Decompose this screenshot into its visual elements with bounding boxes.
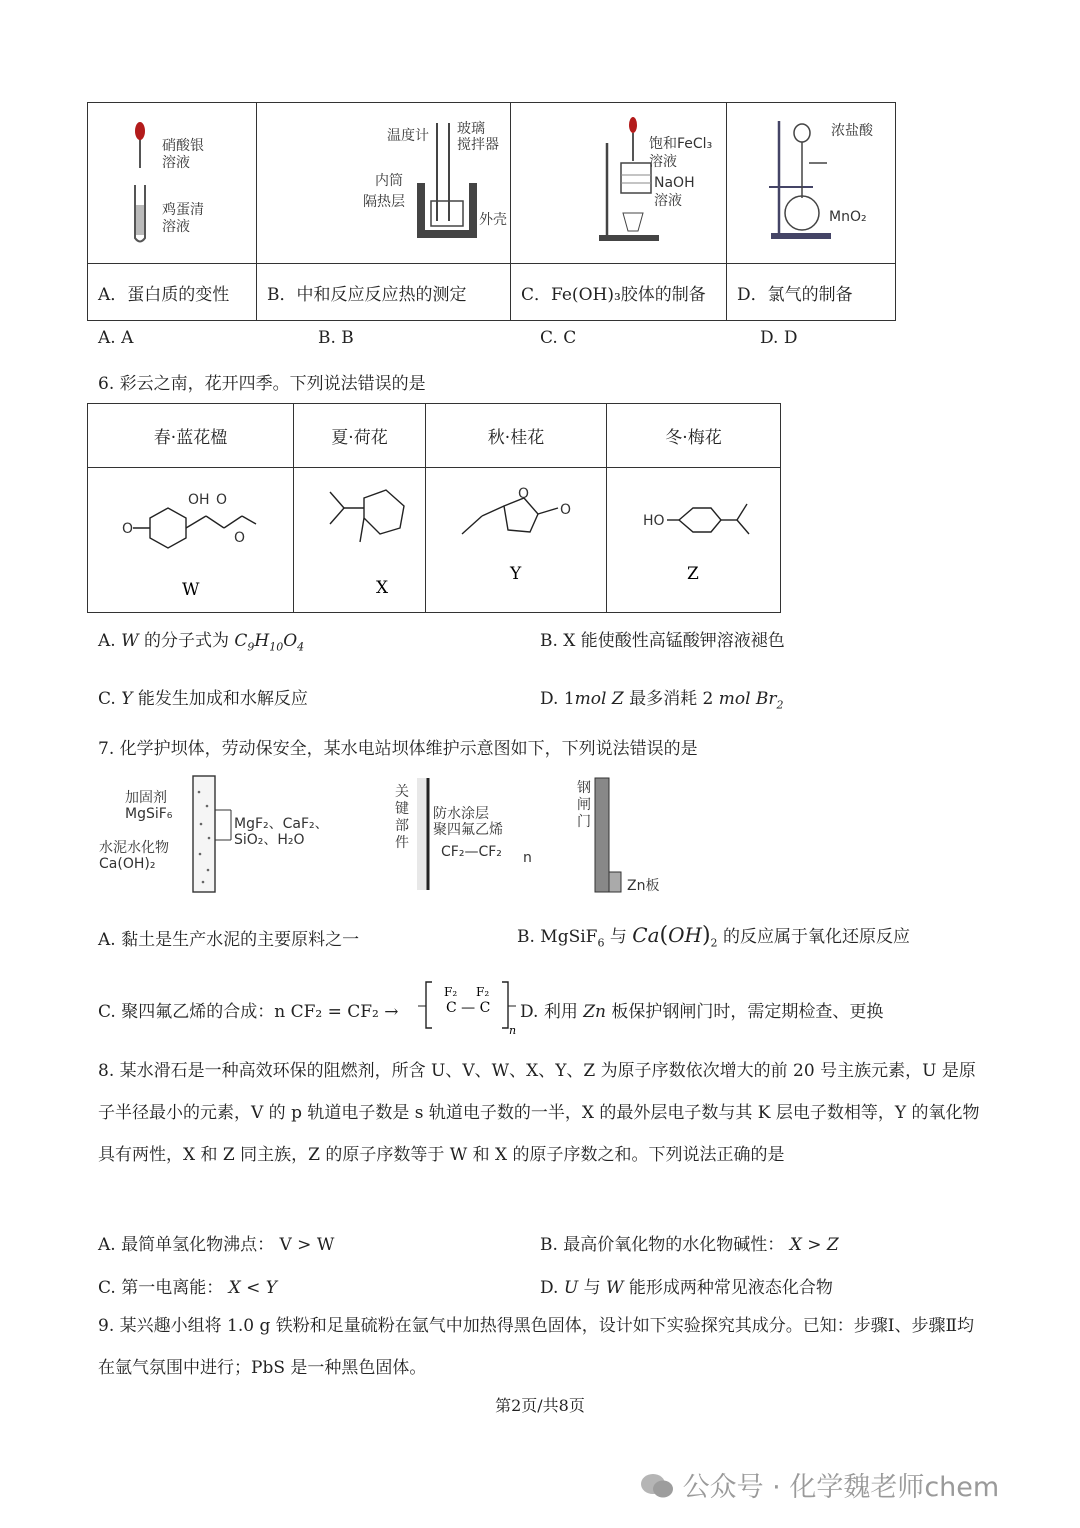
q8b-pre: B. 最高价氧化物的水化物碱性： — [540, 1235, 790, 1255]
q7-dam-figure — [95, 772, 685, 902]
dam-label-products-2: SiO₂、H₂O — [234, 832, 305, 848]
q6d-br-sub: 2 — [776, 698, 784, 712]
dam-label-cf2: CF₂—CF₂ — [441, 844, 502, 860]
dam-label-gate-1: 钢 — [577, 780, 591, 796]
q6d-two: 2 — [702, 689, 714, 709]
q7-option-c[interactable] — [98, 997, 399, 1022]
q6d-pre: D. — [540, 689, 559, 709]
label-inner-tube: 内筒 — [375, 173, 403, 189]
q6a-o-sub: 4 — [297, 640, 305, 654]
q7-option-a[interactable]: A. 黏土是生产水泥的主要原料之一 — [98, 930, 360, 950]
y-label-o2: O — [560, 502, 572, 518]
q5-fig-a — [88, 103, 257, 264]
q6-structure-w — [88, 468, 294, 613]
compound-x-label: X — [376, 578, 389, 598]
dam-label-gate-3: 门 — [577, 814, 591, 830]
q5-caption-c: C．Fe(OH)₃胶体的制备 — [511, 264, 727, 321]
q5-option-c[interactable]: C. C — [540, 328, 577, 348]
q6c-text: 能发生加成和水解反应 — [132, 689, 308, 709]
q8-option-d[interactable] — [540, 1273, 833, 1298]
q6-header-autumn: 秋·桂花 — [426, 404, 607, 468]
w-label-oh: OH — [188, 492, 210, 508]
q6-structure-z — [607, 468, 781, 613]
dam-label-key-3: 部 — [395, 818, 409, 834]
z-label-ho: HO — [643, 513, 665, 529]
q7c-n: n — [509, 1024, 517, 1036]
q5-option-b[interactable]: B. B — [318, 328, 354, 348]
w-label-o3: O — [234, 530, 246, 546]
dam-label-key-4: 件 — [395, 835, 409, 851]
q8c-expr: X < Y — [228, 1278, 278, 1298]
label-silver-nitrate: 硝酸银 — [162, 138, 204, 154]
q7c-pre: C. 聚四氟乙烯的合成： — [98, 1002, 275, 1022]
label-mno2: MnO₂ — [829, 209, 867, 225]
q6a-w: W — [121, 631, 139, 651]
label-thermometer: 温度计 — [387, 128, 429, 144]
q5-fig-c — [511, 103, 727, 264]
q6-option-d[interactable] — [540, 684, 784, 711]
label-fecl3: 饱和FeCl₃ — [649, 136, 713, 152]
q7d-post: 板保护钢闸门时，需定期检查、更换 — [606, 1002, 884, 1022]
q7c-f2: F₂ — [476, 985, 490, 999]
label-solution-3: 溶液 — [649, 154, 677, 170]
wechat-icon — [640, 1473, 674, 1499]
q7b-mid: 与 — [604, 927, 633, 947]
q6-header-summer: 夏·荷花 — [294, 404, 426, 468]
compound-w-label: W — [182, 580, 200, 600]
q7d-pre: D. 利用 — [520, 1002, 584, 1022]
label-insulation: 隔热层 — [363, 194, 405, 210]
q6a-c-sub: 9 — [247, 640, 255, 654]
q6a-h-sub: 10 — [269, 640, 284, 654]
dam-label-coating: 防水涂层 — [433, 806, 489, 822]
q5-fig-d — [727, 103, 896, 264]
q6-option-c[interactable] — [98, 684, 308, 709]
q6-header-spring: 春·蓝花楹 — [88, 404, 294, 468]
dam-label-ptfe: 聚四氟乙烯 — [433, 822, 503, 838]
q5-caption-d: D．氯气的制备 — [727, 264, 896, 321]
q5-option-d[interactable]: D. D — [760, 328, 798, 348]
q6a-h: H — [254, 631, 270, 651]
dam-label-key-2: 键 — [395, 801, 409, 817]
q8-stem: 8. 某水滑石是一种高效环保的阻燃剂，所含 U、V、W、X、Y、Z 为原子序数依次增大的前 20 号主族元素，U 是原子半径最小的元素，V 的 p 轨道电子数是 s 轨道电子数的一半，X 的最外层电子数与其 K 层电子数相等，Y 的氧化物具有两性，X 和 Z 同主族，Z 的原子序数等于 W 和 X 的原子序数之和。下列说法正确的是 — [98, 1061, 980, 1165]
label-solution-1: 溶液 — [162, 155, 190, 171]
q7c-eq: n CF₂ = CF₂ → — [274, 1002, 399, 1022]
q6-stem: 6. 彩云之南，花开四季。下列说法错误的是 — [98, 374, 426, 394]
q5-fig-b — [257, 103, 511, 264]
q6d-molz: mol Z — [574, 689, 624, 709]
label-egg-white: 鸡蛋清 — [162, 202, 204, 218]
q7-option-b[interactable]: B. MgSiF$_6$ 与 $Ca(OH)_2$ 的反应属于氧化还原反应 — [517, 923, 910, 950]
q8d-w: W — [605, 1278, 624, 1298]
q8-option-c[interactable] — [98, 1273, 277, 1298]
watermark — [640, 1465, 999, 1504]
q6d-one: 1 — [563, 689, 575, 709]
dam-label-key-1: 关 — [395, 784, 409, 800]
q6a-pre: A. — [98, 631, 116, 651]
q5-table — [87, 102, 896, 321]
dam-label-caoh2: Ca(OH)₂ — [99, 856, 156, 872]
dam-label-products-1: MgF₂、CaF₂、 — [234, 816, 329, 832]
q6a-c: C — [234, 631, 248, 651]
q8d-pre: D. — [540, 1278, 564, 1298]
q5-option-a[interactable]: A. A — [98, 328, 134, 348]
dam-label-n: n — [523, 850, 532, 866]
label-glass: 玻璃 — [457, 121, 485, 137]
q7b-pre: B. MgSiF — [517, 927, 598, 947]
q5-caption-a: A．蛋白质的变性 — [88, 264, 257, 321]
q6-table — [87, 403, 781, 613]
q6-header-winter: 冬·梅花 — [607, 404, 781, 468]
q8b-expr: X > Z — [789, 1235, 839, 1255]
dam-label-agent: 加固剂 — [125, 790, 167, 806]
w-label-o2: O — [216, 492, 228, 508]
q6-structure-x — [294, 468, 426, 613]
q8d-mid: 与 — [578, 1278, 606, 1298]
q7-stem: 7. 化学护坝体，劳动保安全，某水电站坝体维护示意图如下，下列说法错误的是 — [98, 739, 698, 759]
q7b-ca: Ca — [632, 923, 660, 947]
q8d-post: 能形成两种常见液态化合物 — [623, 1278, 833, 1298]
q6-option-b[interactable]: B. X 能使酸性高锰酸钾溶液褪色 — [540, 631, 785, 651]
q6c-pre: C. — [98, 689, 116, 709]
q7c-f1: F₂ — [444, 985, 458, 999]
q7d-zn: Zn — [583, 1002, 607, 1022]
q7b-two: 2 — [710, 936, 718, 950]
q8-option-b[interactable] — [540, 1230, 839, 1255]
q7b-sub: 6 — [597, 936, 605, 950]
q6a-text: 的分子式为 — [138, 631, 235, 651]
q8c-pre: C. 第一电离能： — [98, 1278, 229, 1298]
q5-caption-b: B．中和反应反应热的测定 — [257, 264, 511, 321]
dam-label-mgsif6: MgSiF₆ — [125, 806, 173, 822]
y-label-o1: O — [518, 486, 530, 502]
w-label-o1: O — [122, 521, 134, 537]
q6d-br: mol Br — [713, 689, 777, 709]
q6d-text: 最多消耗 — [623, 689, 703, 709]
q7b-post: 的反应属于氧化还原反应 — [717, 927, 910, 947]
q7c-ptfe-bracket — [418, 976, 518, 1036]
label-conc-hcl: 浓盐酸 — [831, 123, 873, 139]
q6-option-a[interactable] — [98, 626, 304, 653]
label-outer-shell: 外壳 — [479, 212, 507, 228]
dam-label-cement: 水泥水化物 — [99, 840, 169, 856]
compound-y-label: Y — [510, 564, 522, 584]
q7-option-d[interactable] — [520, 997, 883, 1022]
watermark-text: 公众号 · 化学魏老师chem — [682, 1472, 1000, 1503]
q6c-y: Y — [121, 689, 133, 709]
dam-label-zn: Zn板 — [627, 878, 660, 894]
q7b-oh: OH — [668, 923, 702, 947]
q8d-u: U — [563, 1278, 579, 1298]
q9-stem: 9. 某兴趣小组将 1.0 g 铁粉和足量硫粉在氩气中加热得黑色固体，设计如下实验探究其成分。已知：步骤Ⅰ、步骤Ⅱ均在氩气氛围中进行；PbS 是一种黑色固体。 — [98, 1316, 975, 1378]
page-footer: 第2页/共8页 — [495, 1396, 585, 1415]
label-naoh: NaOH — [654, 175, 695, 191]
q6-structure-y — [426, 468, 607, 613]
label-stirrer: 搅拌器 — [457, 137, 499, 153]
q7c-cc: C — C — [446, 1000, 491, 1016]
q8-option-a[interactable]: A. 最简单氢化物沸点： V > W — [98, 1235, 335, 1255]
q6a-o: O — [283, 631, 298, 651]
label-solution-4: 溶液 — [654, 193, 682, 209]
dam-label-gate-2: 闸 — [577, 797, 591, 813]
compound-z-label: Z — [687, 564, 699, 584]
label-solution-2: 溶液 — [162, 219, 190, 235]
